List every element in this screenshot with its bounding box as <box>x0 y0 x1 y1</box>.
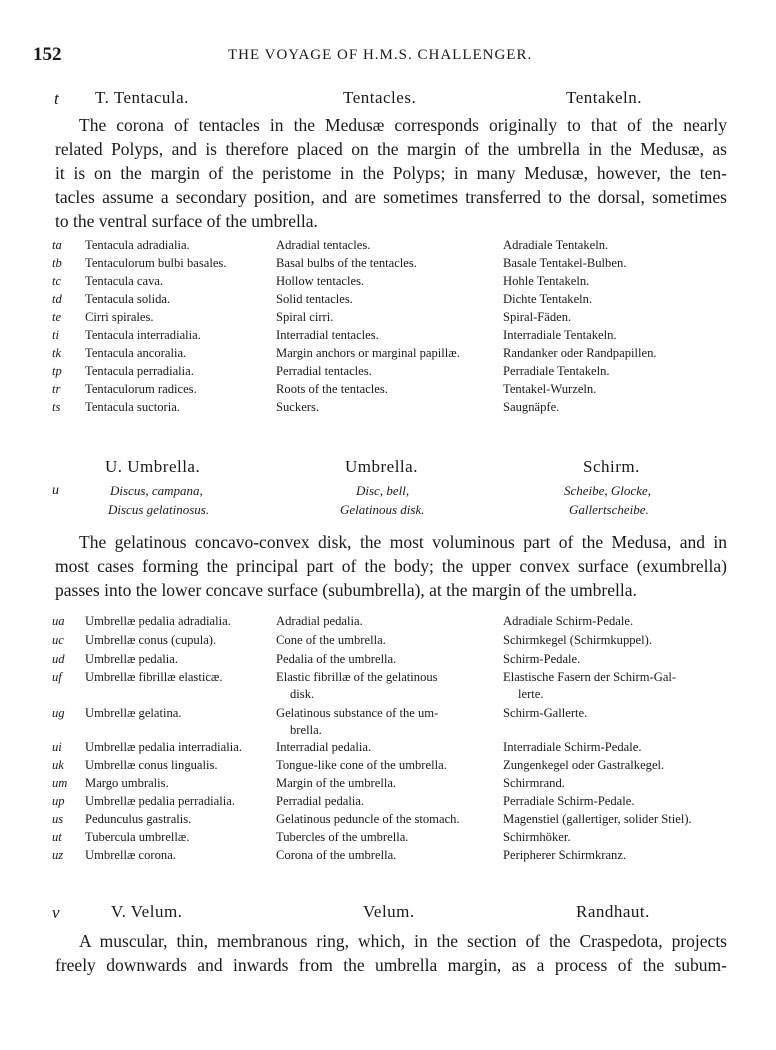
term-english: Interradial pedalia. <box>276 740 372 754</box>
term-code: td <box>52 292 62 306</box>
paragraph-line: related Polyps, and is therefore placed on the margin of the umbrella in the Medusæ, as <box>55 139 727 159</box>
term-german: Adradiale Tentakeln. <box>503 238 609 252</box>
term-latin: Umbrellæ fibrillæ elasticæ. <box>85 670 223 684</box>
term-english: Spiral cirri. <box>276 310 334 324</box>
term-row <box>0 362 776 380</box>
term-latin: Tentacula perradialia. <box>85 364 194 378</box>
term-row <box>0 792 776 810</box>
term-row <box>0 612 776 630</box>
term-english: Suckers. <box>276 400 320 414</box>
term-german: Schirm-Gallerte. <box>503 706 588 720</box>
term-english-continued: brella. <box>290 723 322 737</box>
term-english: Elastic fibrillæ of the gelatinous <box>276 670 438 684</box>
term-row <box>0 236 776 254</box>
page-number: 152 <box>33 44 62 65</box>
term-german: Perradiale Schirm-Pedale. <box>503 794 635 808</box>
paragraph-line: most cases forming the principal part of the body; the upper convex surface (exumbrella) <box>55 556 727 576</box>
term-english: Solid tentacles. <box>276 292 353 306</box>
term-english: Perradial pedalia. <box>276 794 365 808</box>
term-row <box>0 704 776 722</box>
synonym-latin-1: Discus, campana, <box>110 483 203 498</box>
term-latin: Tentacula cava. <box>85 274 164 288</box>
term-german: Randanker oder Randpapillen. <box>503 346 657 360</box>
synonym-english-1: Disc, bell, <box>356 483 410 498</box>
term-code: uk <box>52 758 64 772</box>
section-t-title-latin: T. Tentacula. <box>95 88 189 107</box>
term-row <box>0 650 776 668</box>
term-latin: Tubercula umbrellæ. <box>85 830 190 844</box>
term-code: tr <box>52 382 61 396</box>
paragraph-line: to the ventral surface of the umbrella. <box>55 211 318 231</box>
term-row <box>0 344 776 362</box>
term-english: Basal bulbs of the tentacles. <box>276 256 417 270</box>
term-german: Schirmhöker. <box>503 830 571 844</box>
section-v-title-german: Randhaut. <box>576 902 650 921</box>
term-row <box>0 810 776 828</box>
term-english: Tongue-like cone of the umbrella. <box>276 758 447 772</box>
term-latin: Tentaculorum radices. <box>85 382 197 396</box>
term-row <box>0 326 776 344</box>
term-latin: Margo umbralis. <box>85 776 169 790</box>
term-code: tc <box>52 274 62 288</box>
term-english: Cone of the umbrella. <box>276 633 386 647</box>
term-german: Zungenkegel oder Gastralkegel. <box>503 758 665 772</box>
term-row <box>0 308 776 326</box>
term-german: Hohle Tentakeln. <box>503 274 590 288</box>
term-latin: Cirri spirales. <box>85 310 154 324</box>
term-code: ug <box>52 706 65 720</box>
term-latin: Umbrellæ corona. <box>85 848 176 862</box>
term-latin: Umbrellæ gelatina. <box>85 706 182 720</box>
term-german: Elastische Fasern der Schirm-Gal- <box>503 670 677 684</box>
term-english: Pedalia of the umbrella. <box>276 652 397 666</box>
running-title: THE VOYAGE OF H.M.S. CHALLENGER. <box>228 47 533 63</box>
term-german: Schirmkegel (Schirmkuppel). <box>503 633 652 647</box>
term-code: tb <box>52 256 62 270</box>
term-code: ua <box>52 614 65 628</box>
section-u-title-english: Umbrella. <box>345 457 418 476</box>
paragraph-line: it is on the margin of the peristome in the Polyps; in many Medusæ, however, the ten- <box>55 163 727 183</box>
term-english-continued: disk. <box>290 687 315 701</box>
term-english: Adradial pedalia. <box>276 614 363 628</box>
term-code: us <box>52 812 64 826</box>
section-v-title-latin: V. Velum. <box>111 902 183 921</box>
term-german: Schirmrand. <box>503 776 565 790</box>
term-english: Interradial tentacles. <box>276 328 379 342</box>
paragraph-line: The corona of tentacles in the Medusæ corresponds originally to that of the nearly <box>79 115 727 135</box>
term-code: ud <box>52 652 65 666</box>
term-latin: Tentacula adradialia. <box>85 238 190 252</box>
term-german: Basale Tentakel-Bulben. <box>503 256 627 270</box>
term-latin: Tentacula suctoria. <box>85 400 180 414</box>
section-u-letter: u <box>52 483 59 498</box>
section-v-title-english: Velum. <box>363 902 415 921</box>
term-row <box>0 254 776 272</box>
term-english: Perradial tentacles. <box>276 364 372 378</box>
term-german: Peripherer Schirmkranz. <box>503 848 627 862</box>
term-english: Roots of the tentacles. <box>276 382 388 396</box>
term-german: Adradiale Schirm-Pedale. <box>503 614 634 628</box>
term-code: um <box>52 776 68 790</box>
term-latin: Umbrellæ pedalia interradialia. <box>85 740 243 754</box>
paragraph-line: A muscular, thin, membranous ring, which, in the section of the Craspedota, projects <box>79 931 727 951</box>
term-row-continuation <box>0 685 776 703</box>
term-row <box>0 738 776 756</box>
term-german: Spiral-Fäden. <box>503 310 572 324</box>
term-german: Dichte Tentakeln. <box>503 292 593 306</box>
term-row <box>0 668 776 686</box>
paragraph-line: passes into the lower concave surface (subumbrella), at the margin of the umbrella. <box>55 580 637 600</box>
term-english: Hollow tentacles. <box>276 274 365 288</box>
section-t-title-english: Tentacles. <box>343 88 417 107</box>
term-code: te <box>52 310 62 324</box>
section-t-title-german: Tentakeln. <box>566 88 643 107</box>
term-latin: Umbrellæ pedalia. <box>85 652 179 666</box>
term-code: ut <box>52 830 62 844</box>
term-german: Interradiale Schirm-Pedale. <box>503 740 642 754</box>
term-code: uz <box>52 848 64 862</box>
paragraph-line: The gelatinous concavo-convex disk, the most voluminous part of the Medusa, and in <box>79 532 727 552</box>
term-latin: Umbrellæ pedalia adradialia. <box>85 614 231 628</box>
section-v-letter: v <box>52 903 60 922</box>
term-english: Gelatinous substance of the um- <box>276 706 439 720</box>
term-english: Adradial tentacles. <box>276 238 371 252</box>
term-row <box>0 290 776 308</box>
term-row <box>0 846 776 864</box>
term-row-continuation <box>0 721 776 739</box>
term-english: Corona of the umbrella. <box>276 848 397 862</box>
term-code: tp <box>52 364 62 378</box>
term-code: uc <box>52 633 64 647</box>
term-german: Interradiale Tentakeln. <box>503 328 617 342</box>
term-german-continued: lerte. <box>518 687 544 701</box>
synonym-german-2: Gallertscheibe. <box>569 502 649 517</box>
term-latin: Pedunculus gastralis. <box>85 812 192 826</box>
section-t-letter: t <box>54 89 59 108</box>
term-latin: Tentaculorum bulbi basales. <box>85 256 227 270</box>
term-code: tk <box>52 346 62 360</box>
term-code: ui <box>52 740 62 754</box>
term-latin: Umbrellæ conus (cupula). <box>85 633 217 647</box>
synonym-latin-2: Discus gelatinosus. <box>108 502 210 517</box>
term-code: up <box>52 794 65 808</box>
term-row <box>0 756 776 774</box>
term-latin: Umbrellæ pedalia perradialia. <box>85 794 236 808</box>
term-row <box>0 398 776 416</box>
term-german: Schirm-Pedale. <box>503 652 581 666</box>
term-row <box>0 774 776 792</box>
term-german: Magenstiel (gallertiger, solider Stiel). <box>503 812 692 826</box>
synonym-english-2: Gelatinous disk. <box>340 502 425 517</box>
paragraph-line: tacles assume a secondary position, and are sometimes transferred to the dorsal, sometimes <box>55 187 727 207</box>
term-german: Perradiale Tentakeln. <box>503 364 610 378</box>
term-latin: Tentacula ancoralia. <box>85 346 187 360</box>
paragraph-line: freely downwards and inwards from the umbrella margin, as a process of the subum- <box>55 955 727 975</box>
synonym-german-1: Scheibe, Glocke, <box>564 483 651 498</box>
term-row <box>0 272 776 290</box>
term-code: ta <box>52 238 62 252</box>
section-u-title-latin: U. Umbrella. <box>105 457 201 476</box>
term-english: Margin anchors or marginal papillæ. <box>276 346 460 360</box>
term-latin: Tentacula solida. <box>85 292 171 306</box>
term-german: Tentakel-Wurzeln. <box>503 382 597 396</box>
term-german: Saugnäpfe. <box>503 400 560 414</box>
term-english: Gelatinous peduncle of the stomach. <box>276 812 460 826</box>
term-code: ti <box>52 328 59 342</box>
term-english: Tubercles of the umbrella. <box>276 830 409 844</box>
section-u-title-german: Schirm. <box>583 457 640 476</box>
term-row <box>0 380 776 398</box>
term-row <box>0 631 776 649</box>
term-code: ts <box>52 400 61 414</box>
term-english: Margin of the umbrella. <box>276 776 397 790</box>
term-row <box>0 828 776 846</box>
term-latin: Umbrellæ conus lingualis. <box>85 758 218 772</box>
term-code: uf <box>52 670 62 684</box>
term-latin: Tentacula interradialia. <box>85 328 201 342</box>
